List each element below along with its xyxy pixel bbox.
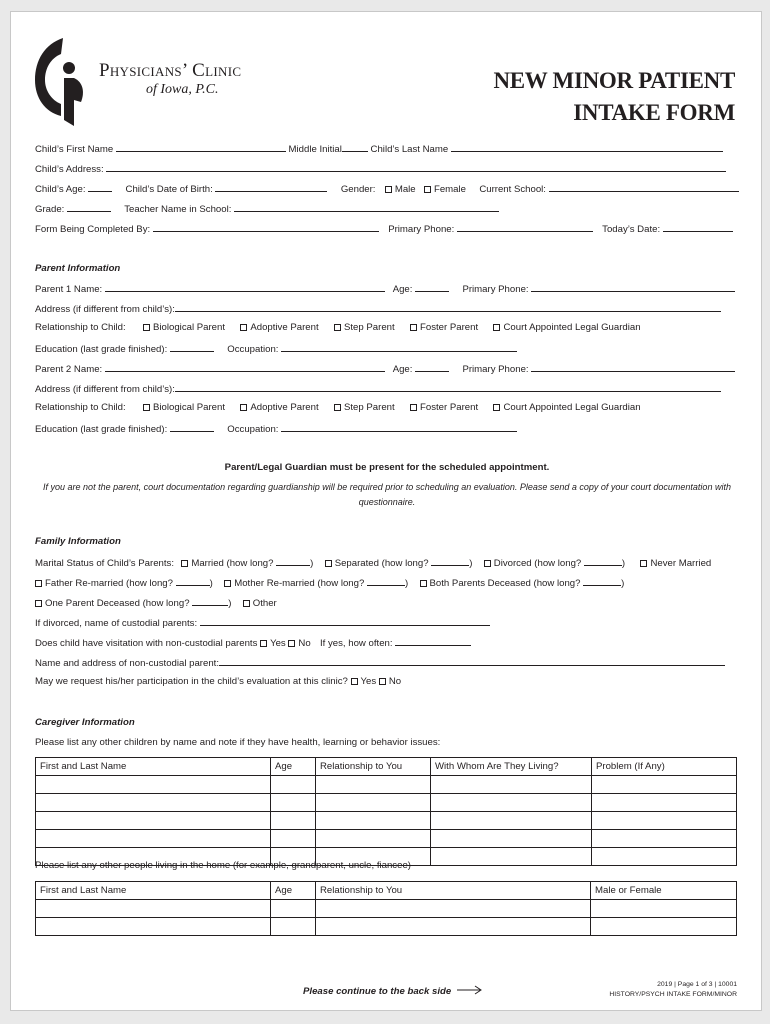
cell[interactable] <box>271 830 316 848</box>
cell[interactable] <box>316 776 431 794</box>
cell[interactable] <box>431 794 592 812</box>
parent1-education-field[interactable] <box>170 342 214 352</box>
form-title-line2: INTAKE FORM <box>573 100 735 125</box>
parent2-education-row: Education (last grade finished): Occupation: <box>35 422 517 436</box>
cell[interactable] <box>591 918 737 936</box>
mother-remarried-duration-field[interactable] <box>367 576 405 586</box>
guardian-notice: Parent/Legal Guardian must be present for the scheduled appointment. <box>224 462 550 473</box>
p1-biological-parent-checkbox[interactable] <box>143 324 150 331</box>
arrow-right-icon <box>457 985 483 995</box>
parent1-address-field[interactable] <box>175 302 721 312</box>
marital-status-row: Marital Status of Child’s Parents: Married (how long? ) Separated (how long? ) Divorced (how long? ) Never Married <box>35 558 712 569</box>
remarried-row: Father Re-married (how long? ) Mother Re-married (how long? ) Both Parents Deceased (how long? ) <box>35 576 624 590</box>
cell[interactable] <box>591 900 737 918</box>
cell[interactable] <box>316 794 431 812</box>
cell[interactable] <box>36 830 271 848</box>
children-prompt: Please list any other children by name and note if they have health, learning or behavior issues: <box>35 737 441 748</box>
cell[interactable] <box>271 794 316 812</box>
cell[interactable] <box>592 812 737 830</box>
father-remarried-checkbox[interactable] <box>35 580 42 587</box>
child-age-row: Child’s Age: Child’s Date of Birth: Gender: Male Female Current School: <box>35 182 739 196</box>
father-remarried-duration-field[interactable] <box>176 576 210 586</box>
header-relationship: Relationship to You <box>316 882 591 900</box>
form-page <box>10 11 762 1011</box>
visitation-frequency-field[interactable] <box>395 636 471 646</box>
married-checkbox[interactable] <box>181 560 188 567</box>
clinic-subtitle: of Iowa, P.C. <box>146 82 219 97</box>
never-married-checkbox[interactable] <box>640 560 647 567</box>
noncustodial-parent-field[interactable] <box>219 656 725 666</box>
parent2-name-row: Parent 2 Name: Age: Primary Phone: <box>35 362 735 376</box>
clinic-logo-icon <box>33 34 85 134</box>
one-parent-deceased-checkbox[interactable] <box>35 600 42 607</box>
p2-foster-parent-checkbox[interactable] <box>410 404 417 411</box>
p1-foster-parent-checkbox[interactable] <box>410 324 417 331</box>
p2-step-parent-checkbox[interactable] <box>334 404 341 411</box>
caregiver-info-heading: Caregiver Information <box>35 717 135 728</box>
parent2-name-field[interactable] <box>105 362 385 372</box>
one-deceased-duration-field[interactable] <box>192 596 228 606</box>
parent2-address-row: Address (if different from child’s): <box>35 382 721 396</box>
form-title-line1: NEW MINOR PATIENT <box>493 68 735 93</box>
grade-row: Grade: Teacher Name in School: <box>35 202 499 216</box>
visitation-row: Does child have visitation with non-custodial parents Yes No If yes, how often: <box>35 636 471 650</box>
visitation-yes-checkbox[interactable] <box>260 640 267 647</box>
divorced-duration-field[interactable] <box>584 556 622 566</box>
p2-adoptive-parent-checkbox[interactable] <box>240 404 247 411</box>
cell[interactable] <box>431 776 592 794</box>
table-row <box>36 794 737 812</box>
table-header-row <box>36 758 737 776</box>
parent1-name-field[interactable] <box>105 282 385 292</box>
cell[interactable] <box>592 776 737 794</box>
page-footer <box>609 980 737 1000</box>
p1-step-parent-checkbox[interactable] <box>334 324 341 331</box>
both-deceased-checkbox[interactable] <box>420 580 427 587</box>
cell[interactable] <box>592 830 737 848</box>
child-address-row: Child’s Address: <box>35 162 726 176</box>
parent-info-heading: Parent Information <box>35 263 121 274</box>
header-relationship: Relationship to You <box>316 758 431 776</box>
cell[interactable] <box>271 776 316 794</box>
cell[interactable] <box>431 830 592 848</box>
header-name: First and Last Name <box>36 882 271 900</box>
completed-by-field[interactable] <box>153 222 379 232</box>
court-documentation-notice: If you are not the parent, court documentation regarding guardianship will be required prior to scheduling an evaluation. Please send a copy of your court documentation with questionnaire. <box>43 482 731 507</box>
parent1-address-row: Address (if different from child’s): <box>35 302 721 316</box>
cell[interactable] <box>316 830 431 848</box>
cell[interactable] <box>271 900 316 918</box>
child-name-row: Child’s First Name Middle Initial Child’s Last Name <box>35 142 723 156</box>
cell[interactable] <box>316 918 591 936</box>
cell[interactable] <box>36 776 271 794</box>
divorced-checkbox[interactable] <box>484 560 491 567</box>
table-row <box>36 830 737 848</box>
participation-yes-checkbox[interactable] <box>351 678 358 685</box>
header-problem: Problem (If Any) <box>592 758 737 776</box>
parent2-occupation-field[interactable] <box>281 422 517 432</box>
cell[interactable] <box>36 900 271 918</box>
cell[interactable] <box>592 794 737 812</box>
parent1-phone-field[interactable] <box>531 282 735 292</box>
female-checkbox[interactable] <box>424 186 431 193</box>
other-children-table <box>35 757 737 866</box>
separated-checkbox[interactable] <box>325 560 332 567</box>
table-row <box>36 812 737 830</box>
form-code: HISTORY/PSYCH INTAKE FORM/MINOR <box>609 991 737 998</box>
table-row <box>36 900 737 918</box>
p2-legal-guardian-checkbox[interactable] <box>493 404 500 411</box>
deceased-row: One Parent Deceased (how long? ) Other <box>35 596 277 610</box>
separated-duration-field[interactable] <box>431 556 469 566</box>
grade-field[interactable] <box>67 202 111 212</box>
parent2-education-field[interactable] <box>170 422 214 432</box>
child-address-field[interactable] <box>106 162 726 172</box>
page-info: 2019 | Page 1 of 3 | 10001 <box>657 981 737 988</box>
header-age: Age <box>271 758 316 776</box>
family-info-heading: Family Information <box>35 536 121 547</box>
teacher-name-field[interactable] <box>234 202 499 212</box>
current-school-field[interactable] <box>549 182 739 192</box>
clinic-name: Physicians’ Clinic <box>99 60 242 81</box>
continue-note: Please continue to the back side <box>303 985 483 997</box>
header-sex: Male or Female <box>591 882 737 900</box>
child-last-name-field[interactable] <box>451 142 723 152</box>
parent1-occupation-field[interactable] <box>281 342 517 352</box>
child-dob-field[interactable] <box>215 182 327 192</box>
table-header-row <box>36 882 737 900</box>
cell[interactable] <box>431 812 592 830</box>
parent2-age-field[interactable] <box>415 362 449 372</box>
participation-row: May we request his/her participation in the child’s evaluation at this clinic? Yes No <box>35 676 402 687</box>
other-checkbox[interactable] <box>243 600 250 607</box>
both-deceased-duration-field[interactable] <box>583 576 621 586</box>
parent1-relationship-row: Relationship to Child: Biological Parent Adoptive Parent Step Parent Foster Parent Court Appointed Legal Guardian <box>35 322 641 333</box>
middle-initial-field[interactable] <box>342 142 368 152</box>
participation-no-checkbox[interactable] <box>379 678 386 685</box>
header-living-with: With Whom Are They Living? <box>431 758 592 776</box>
married-duration-field[interactable] <box>276 556 310 566</box>
cell[interactable] <box>36 794 271 812</box>
cell[interactable] <box>592 848 737 866</box>
others-prompt: Please list any other people living in the home (for example, grandparent, uncle, fiancee) <box>35 860 411 871</box>
cell[interactable] <box>316 900 591 918</box>
cell[interactable] <box>36 918 271 936</box>
completed-by-row: Form Being Completed By: Primary Phone: Today’s Date: <box>35 222 733 236</box>
table-row <box>36 776 737 794</box>
table-row <box>36 918 737 936</box>
cell[interactable] <box>271 918 316 936</box>
p1-adoptive-parent-checkbox[interactable] <box>240 324 247 331</box>
household-members-table <box>35 881 737 936</box>
cell[interactable] <box>271 812 316 830</box>
p1-legal-guardian-checkbox[interactable] <box>493 324 500 331</box>
visitation-no-checkbox[interactable] <box>288 640 295 647</box>
cell[interactable] <box>431 848 592 866</box>
cell[interactable] <box>316 812 431 830</box>
parent1-age-field[interactable] <box>415 282 449 292</box>
parent2-relationship-row: Relationship to Child: Biological Parent Adoptive Parent Step Parent Foster Parent Court Appointed Legal Guardian <box>35 402 641 413</box>
parent1-name-row: Parent 1 Name: Age: Primary Phone: <box>35 282 735 296</box>
parent2-phone-field[interactable] <box>531 362 735 372</box>
male-checkbox[interactable] <box>385 186 392 193</box>
noncustodial-row: Name and address of non-custodial parent: <box>35 656 725 670</box>
header-age: Age <box>271 882 316 900</box>
cell[interactable] <box>36 812 271 830</box>
mother-remarried-checkbox[interactable] <box>224 580 231 587</box>
child-age-field[interactable] <box>88 182 112 192</box>
parent2-address-field[interactable] <box>175 382 721 392</box>
header-name: First and Last Name <box>36 758 271 776</box>
todays-date-field[interactable] <box>663 222 733 232</box>
completed-by-phone-field[interactable] <box>457 222 593 232</box>
parent1-education-row: Education (last grade finished): Occupation: <box>35 342 517 356</box>
p2-biological-parent-checkbox[interactable] <box>143 404 150 411</box>
custodial-parent-field[interactable] <box>200 616 490 626</box>
custodial-row: If divorced, name of custodial parents: <box>35 616 490 630</box>
child-first-name-field[interactable] <box>116 142 286 152</box>
